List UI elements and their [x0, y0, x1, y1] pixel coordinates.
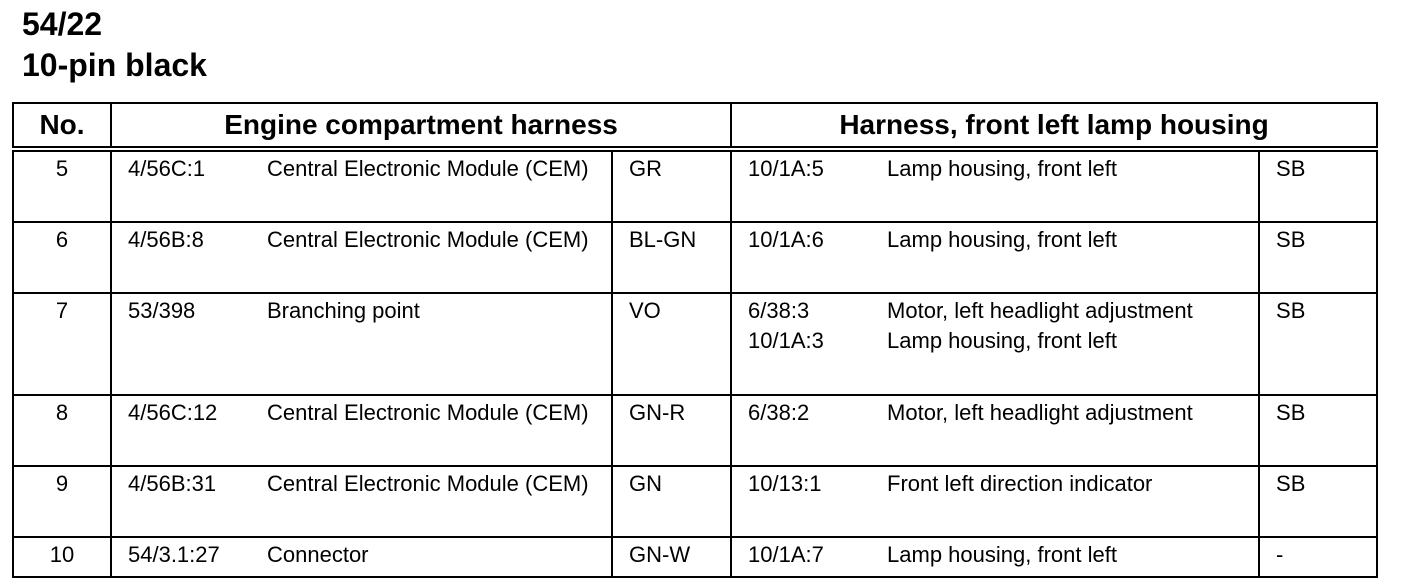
lamp-harness-wire-color: SB — [1259, 149, 1377, 222]
lamp-harness-codes — [731, 293, 873, 395]
engine-harness-code: 4/56B:8 — [111, 222, 253, 293]
engine-harness-wire-color: BL-GN — [612, 222, 731, 293]
pin-number: 8 — [13, 395, 111, 466]
lamp-harness-code: 10/13:1 — [748, 471, 822, 496]
lamp-harness-description: Motor, left headlight adjustment — [887, 298, 1193, 323]
lamp-harness-wire-color: SB — [1259, 222, 1377, 293]
engine-harness-code: 53/398 — [111, 293, 253, 395]
lamp-harness-code: 10/1A:6 — [748, 227, 824, 252]
header-engine-compartment-harness: Engine compartment harness — [111, 103, 731, 149]
engine-harness-code: 4/56B:31 — [111, 466, 253, 537]
engine-harness-code: 4/56C:1 — [111, 149, 253, 222]
lamp-harness-descriptions — [873, 222, 1259, 293]
lamp-harness-description: Lamp housing, front left — [887, 542, 1117, 567]
engine-harness-wire-color: GN — [612, 466, 731, 537]
lamp-harness-codes — [731, 149, 873, 222]
engine-harness-description: Central Electronic Module (CEM) — [253, 222, 612, 293]
engine-harness-description: Central Electronic Module (CEM) — [253, 466, 612, 537]
lamp-harness-descriptions — [873, 149, 1259, 222]
table-row — [13, 395, 1377, 466]
pin-number: 6 — [13, 222, 111, 293]
lamp-harness-codes — [731, 466, 873, 537]
lamp-harness-codes — [731, 537, 873, 577]
lamp-harness-codes — [731, 222, 873, 293]
pin-number: 10 — [13, 537, 111, 577]
lamp-harness-wire-color: SB — [1259, 395, 1377, 466]
engine-harness-code: 54/3.1:27 — [111, 537, 253, 577]
lamp-harness-wire-color: SB — [1259, 466, 1377, 537]
engine-harness-description: Central Electronic Module (CEM) — [253, 395, 612, 466]
engine-harness-wire-color: GR — [612, 149, 731, 222]
engine-harness-code: 4/56C:12 — [111, 395, 253, 466]
connector-description: 10-pin black — [22, 47, 207, 83]
lamp-harness-descriptions — [873, 395, 1259, 466]
header-front-left-lamp-harness: Harness, front left lamp housing — [731, 103, 1377, 149]
pin-number: 7 — [13, 293, 111, 395]
table-header-row — [13, 103, 1377, 149]
lamp-harness-codes — [731, 395, 873, 466]
table-row — [13, 222, 1377, 293]
lamp-harness-code: 6/38:3 — [748, 298, 810, 323]
lamp-harness-description: Front left direction indicator — [887, 471, 1153, 496]
lamp-harness-description: Motor, left headlight adjustment — [887, 400, 1193, 425]
engine-harness-wire-color: GN-R — [612, 395, 731, 466]
lamp-harness-descriptions — [873, 293, 1259, 395]
engine-harness-description: Central Electronic Module (CEM) — [253, 149, 612, 222]
pin-assignment-table — [12, 102, 1378, 578]
lamp-harness-wire-color: - — [1259, 537, 1377, 577]
lamp-harness-wire-color: SB — [1259, 293, 1377, 395]
lamp-harness-description: Lamp housing, front left — [887, 227, 1117, 252]
pin-number: 9 — [13, 466, 111, 537]
table-row — [13, 149, 1377, 222]
engine-harness-description: Connector — [253, 537, 612, 577]
lamp-harness-description: Lamp housing, front left — [887, 156, 1117, 181]
engine-harness-description: Branching point — [253, 293, 612, 395]
engine-harness-wire-color: GN-W — [612, 537, 731, 577]
table-row — [13, 466, 1377, 537]
lamp-harness-code: 10/1A:5 — [748, 156, 824, 181]
lamp-harness-description: Lamp housing, front left — [887, 328, 1117, 353]
lamp-harness-code: 10/1A:7 — [748, 542, 824, 567]
engine-harness-wire-color: VO — [612, 293, 731, 395]
header-no: No. — [13, 103, 111, 149]
connector-id: 54/22 — [22, 6, 103, 42]
table-row — [13, 293, 1377, 395]
lamp-harness-descriptions — [873, 537, 1259, 577]
pin-number: 5 — [13, 149, 111, 222]
lamp-harness-code: 10/1A:3 — [748, 328, 824, 353]
lamp-harness-descriptions — [873, 466, 1259, 537]
table-row — [13, 537, 1377, 577]
lamp-harness-code: 6/38:2 — [748, 400, 810, 425]
